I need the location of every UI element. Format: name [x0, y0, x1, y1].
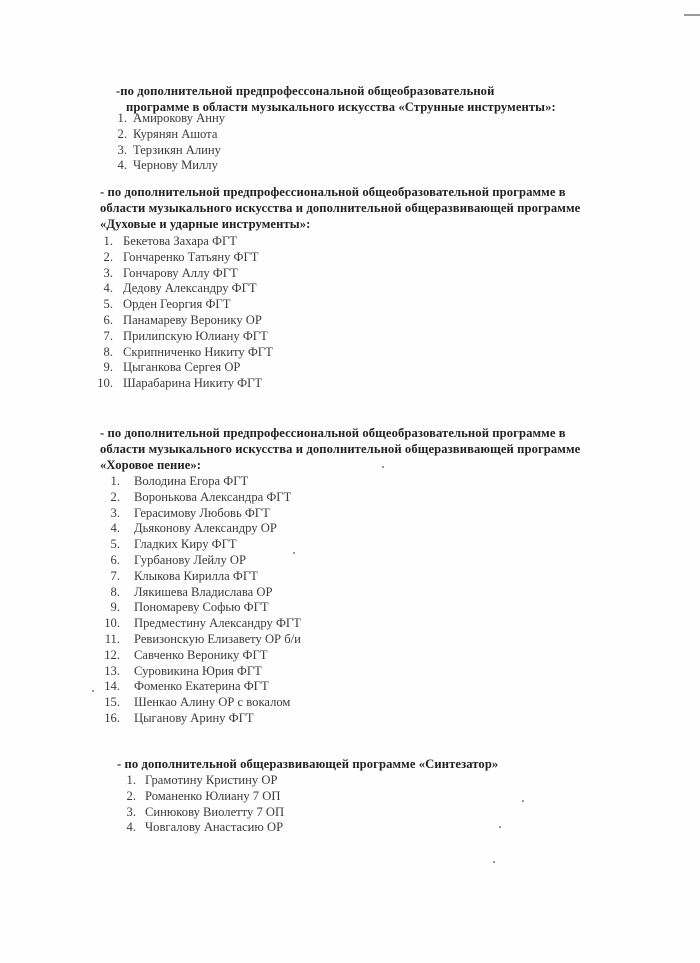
item-number: 11.	[104, 631, 120, 646]
scan-speck	[499, 826, 501, 828]
item-number: 4.	[103, 281, 113, 296]
section-strings-heading-line2: программе в области музыкального искусства «Струнные инструменты»:	[126, 100, 556, 114]
item-name: Пономареву Софью ФГТ	[134, 600, 269, 615]
item-name: Курянян Ашота	[133, 126, 218, 141]
item-name: Романенко Юлиану 7 ОП	[145, 788, 281, 803]
item-number: 6.	[103, 312, 113, 327]
item-number: 1.	[110, 474, 120, 488]
item-name: Чернову Миллу	[133, 158, 218, 173]
item-name: Предместину Александру ФГТ	[134, 616, 301, 631]
list-item	[95, 376, 395, 392]
item-number: 13.	[104, 663, 120, 678]
section-synth-list	[118, 773, 418, 836]
list-item	[102, 664, 422, 680]
item-number: 3.	[117, 142, 127, 157]
item-number: 3.	[126, 804, 136, 819]
scan-speck	[293, 552, 295, 554]
item-number: 6.	[110, 552, 120, 567]
list-item	[102, 537, 422, 553]
scan-speck	[382, 466, 384, 468]
list-item	[118, 805, 418, 821]
item-number: 16.	[104, 710, 120, 725]
item-name: Суровикина Юрия ФГТ	[134, 663, 262, 678]
item-name: Володина Егора ФГТ	[134, 474, 249, 488]
item-number: 3.	[110, 505, 120, 520]
section-choral-heading-line3: «Хоровое пение»:	[100, 458, 202, 472]
item-name: Скрипниченко Никиту ФГТ	[123, 344, 273, 359]
list-item	[95, 281, 395, 297]
section-winds-heading-line3: «Духовые и ударные инструменты»:	[100, 217, 311, 231]
item-number: 3.	[103, 265, 113, 280]
list-item	[102, 600, 422, 616]
list-item	[102, 585, 422, 601]
section-winds-heading	[100, 184, 630, 232]
list-item	[95, 345, 395, 361]
item-number: 7.	[103, 328, 113, 343]
item-number: 5.	[110, 537, 120, 552]
item-name: Фоменко Екатерина ФГТ	[134, 679, 269, 694]
item-number: 4.	[117, 158, 127, 173]
item-number: 2.	[117, 126, 127, 141]
section-winds-list	[95, 234, 395, 392]
list-item	[102, 474, 422, 490]
item-name: Дедову Александру ФГТ	[123, 281, 257, 296]
section-synth-heading	[117, 756, 617, 772]
item-number: 14.	[104, 679, 120, 694]
list-item	[102, 679, 422, 695]
item-number: 2.	[110, 489, 120, 504]
list-item	[95, 297, 395, 313]
scan-speck	[92, 690, 94, 692]
list-item	[112, 158, 412, 174]
list-item	[95, 313, 395, 329]
item-name: Гурбанову Лейлу ОР	[134, 552, 247, 567]
item-number: 15.	[104, 695, 120, 710]
item-name: Ревизонскую Елизавету ОР б/и	[134, 631, 301, 646]
scan-speck	[493, 861, 495, 863]
item-name: Синюкову Виолетту 7 ОП	[145, 804, 285, 819]
section-strings-heading-line1: -по дополнительной предпрофессональной общеобразовательной	[116, 84, 495, 98]
section-winds-heading-line2: области музыкального искусства и дополнительной общеразвивающей программе	[100, 201, 581, 215]
item-name: Гончаренко Татьяну ФГТ	[123, 249, 259, 264]
item-number: 1.	[126, 773, 136, 787]
section-choral-heading-line2: области музыкального искусства и дополнительной общеразвивающей программе	[100, 442, 581, 456]
item-number: 12.	[104, 647, 120, 662]
section-choral-list	[102, 474, 422, 727]
section-strings-list	[112, 111, 412, 174]
list-item	[118, 820, 418, 836]
item-name: Савченко Веронику ФГТ	[134, 647, 268, 662]
list-item	[102, 616, 422, 632]
list-item	[112, 143, 412, 159]
item-name: Орден Георгия ФГТ	[123, 297, 231, 312]
list-item	[95, 234, 395, 250]
item-name: Шенкао Алину ОР с вокалом	[134, 695, 291, 710]
item-name: Грамотину Кристину ОР	[145, 773, 278, 787]
item-name: Цыганову Арину ФГТ	[134, 710, 254, 725]
item-number: 2.	[103, 249, 113, 264]
section-choral-heading	[100, 425, 630, 473]
section-synth-heading-line1: - по дополнительной общеразвивающей программе «Синтезатор»	[117, 757, 499, 771]
list-item	[95, 250, 395, 266]
list-item	[118, 773, 418, 789]
item-number: 4.	[126, 820, 136, 835]
item-name: Шарабарина Никиту ФГТ	[123, 376, 263, 391]
list-item	[102, 506, 422, 522]
item-number: 9.	[103, 360, 113, 375]
item-name: Панамареву Веронику ОР	[123, 312, 262, 327]
list-item	[95, 266, 395, 282]
item-name: Терзикян Алину	[133, 142, 221, 157]
list-item	[95, 360, 395, 376]
item-number: 1.	[117, 111, 127, 125]
list-item	[102, 490, 422, 506]
item-number: 7.	[110, 568, 120, 583]
list-item	[102, 553, 422, 569]
item-number: 1.	[103, 234, 113, 248]
item-name: Клыкова Кирилла ФГТ	[134, 568, 258, 583]
item-name: Прилипскую Юлиану ФГТ	[123, 328, 268, 343]
list-item	[102, 648, 422, 664]
list-item	[102, 711, 422, 727]
item-name: Бекетова Захара ФГТ	[123, 234, 237, 248]
scan-speck	[522, 800, 524, 802]
item-number: 9.	[110, 600, 120, 615]
list-item	[95, 329, 395, 345]
item-number: 4.	[110, 521, 120, 536]
item-name: Лякишева Владислава ОР	[134, 584, 273, 599]
section-winds-heading-line1: - по дополнительной предпрофессиональной общеобразовательной программе в	[100, 185, 566, 199]
item-number: 8.	[110, 584, 120, 599]
item-name: Цыганкова Сергея ОР	[123, 360, 241, 375]
list-item	[102, 632, 422, 648]
item-number: 8.	[103, 344, 113, 359]
scan-edge-mark	[684, 14, 700, 16]
list-item	[112, 127, 412, 143]
item-name: Воронькова Александра ФГТ	[134, 489, 292, 504]
list-item	[102, 569, 422, 585]
item-name: Гончарову Аллу ФГТ	[123, 265, 238, 280]
item-name: Герасимову Любовь ФГТ	[134, 505, 270, 520]
list-item	[112, 111, 412, 127]
list-item	[102, 695, 422, 711]
item-name: Дьяконову Александру ОР	[134, 521, 277, 536]
item-name: Амирокову Анну	[133, 111, 226, 125]
list-item	[118, 789, 418, 805]
item-number: 2.	[126, 788, 136, 803]
section-choral-heading-line1: - по дополнительной предпрофессиональной общеобразовательной программе в	[100, 426, 566, 440]
item-number: 10.	[97, 376, 113, 391]
item-number: 10.	[104, 616, 120, 631]
list-item	[102, 521, 422, 537]
item-name: Човгалову Анастасию ОР	[145, 820, 284, 835]
item-number: 5.	[103, 297, 113, 312]
item-name: Гладких Киру ФГТ	[134, 537, 237, 552]
